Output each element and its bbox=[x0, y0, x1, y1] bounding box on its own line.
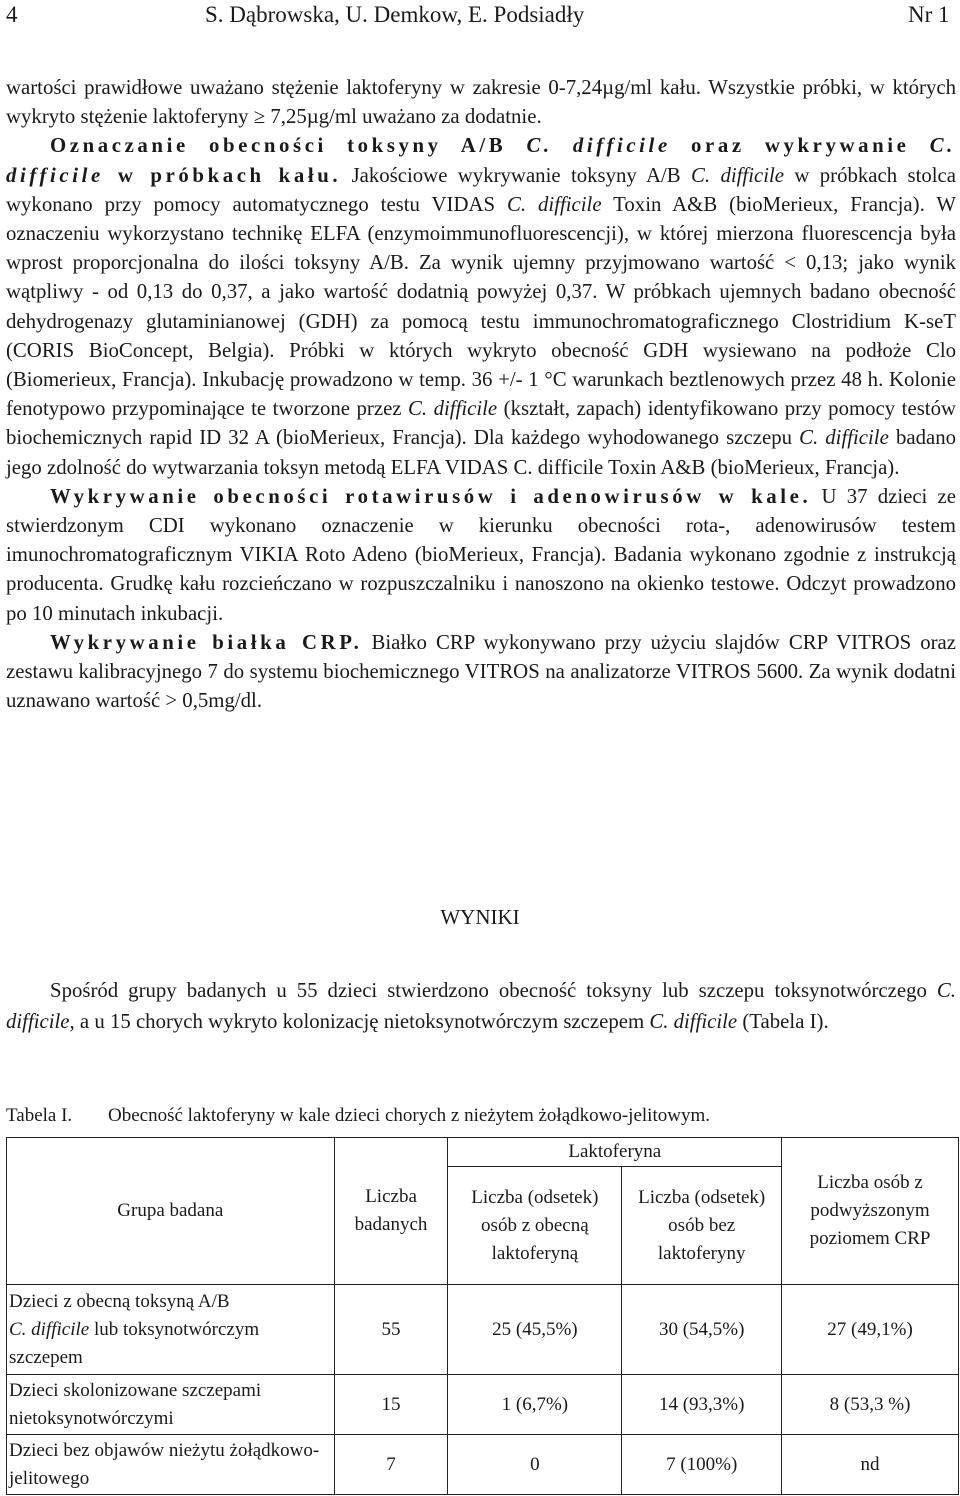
row-group: Dzieci z obecną toksyną A/B C. difficile lub toksynotwórczym szczepem bbox=[7, 1285, 335, 1375]
table-row bbox=[7, 1375, 959, 1435]
cell-crp: 8 (53,3 %) bbox=[782, 1375, 959, 1435]
cell-with-lactoferrin: 0 bbox=[448, 1435, 622, 1495]
results-text bbox=[6, 976, 956, 1037]
paragraph-results: Spośród grupy badanych u 55 dzieci stwierdzono obecność toksyny lub szczepu toksynotwórczego C. difficile, a u 15 chorych wykryto kolonizację nietoksynotwórczym szczepem C. difficile (Tabela I). bbox=[6, 979, 956, 1033]
header-group: Grupa badana bbox=[7, 1138, 335, 1285]
subheading-viruses: Wykrywanie obecności rotawirusów i adenowirusów w kale. bbox=[50, 484, 812, 508]
section-heading-results: WYNIKI bbox=[440, 905, 520, 929]
lactoferrin-table bbox=[6, 1137, 959, 1495]
cell-with-lactoferrin: 1 (6,7%) bbox=[448, 1375, 622, 1435]
row-group: Dzieci skolonizowane szczepami nietoksynotwórczymi bbox=[7, 1375, 335, 1435]
cell-crp: nd bbox=[782, 1435, 959, 1495]
running-head-authors: S. Dąbrowska, U. Demkow, E. Podsiadły bbox=[205, 2, 585, 27]
issue-number: Nr 1 bbox=[908, 2, 950, 27]
cell-count: 15 bbox=[334, 1375, 448, 1435]
cell-count: 7 bbox=[334, 1435, 448, 1495]
header-without-lactoferrin: Liczba (odsetek) osób bez laktoferyny bbox=[622, 1167, 782, 1285]
header-count: Liczba badanych bbox=[334, 1138, 448, 1285]
subheading-toxin: Oznaczanie obecności toksyny A/B C. difficile oraz wykrywanie C. difficile w próbkach kału. bbox=[6, 134, 956, 187]
header-with-lactoferrin: Liczba (odsetek) osób z obecną laktoferyną bbox=[448, 1167, 622, 1285]
page-header bbox=[0, 0, 960, 36]
cell-count: 55 bbox=[334, 1285, 448, 1375]
header-crp: Liczba osób z podwyższonym poziomem CRP bbox=[782, 1138, 959, 1285]
row-group: Dzieci bez objawów nieżytu żołądkowo-jelitowego bbox=[7, 1435, 335, 1495]
paragraph-lactoferrin-norms: wartości prawidłowe uważano stężenie laktoferyny w zakresie 0-7,24µg/ml kału. Wszystkie próbki, w których wykryto stężenie laktoferyny ≥ 7,25µg/ml uważano za dodatnie. bbox=[6, 76, 956, 129]
page-number: 4 bbox=[6, 2, 18, 27]
table-caption-label: Tabela I. bbox=[6, 1105, 73, 1126]
paragraph-toxin-detection: Oznaczanie obecności toksyny A/B C. difficile oraz wykrywanie C. difficile w próbkach kału. Jakościowe wykrywanie toksyny A/B C. difficile w próbkach stolca wykonano przy pomocy automatycznego testu VIDAS C. difficile Toxin A&B (bioMerieux, Francja). W oznaczeniu wykorzystano technikę ELFA (enzymoimmunofluorescencji), w której mierzona fluorescencja była wprost proporcjonalna do ilości toksyny A/B. Za wynik ujemny przyjmowano wartość < 0,13; jako wynik wątpliwy - od 0,13 do 0,37, a jako wartość dodatnią powyżej 0,37. W próbkach ujemnych badano obecność dehydrogenazy glutaminianowej (GDH) za pomocą testu immunochromatograficznego Clostridium K-seT (CORIS BioConcept, Belgia). Próbki w których wykryto obecność GDH wysiewano na podłoże Clo (Biomerieux, Francja). Inkubację prowadzono w temp. 36 +/- 1 °C warunkach beztlenowych przez 48 h. Kolonie fenotypowo przypominające te tworzone przez C. difficile (kształt, zapach) identyfikowano przy pomocy testów biochemicznych rapid ID 32 A (bioMerieux, Francja). Dla każdego wyhodowanego szczepu C. difficile badano jego zdolność do wytwarzania toksyn metodą ELFA VIDAS C. difficile Toxin A&B (bioMerieux, Francja). bbox=[6, 134, 956, 479]
table-row bbox=[7, 1435, 959, 1495]
table-caption-text: Obecność laktoferyny w kale dzieci chorych z nieżytem żołądkowo-jelitowym. bbox=[108, 1105, 710, 1126]
subheading-crp: Wykrywanie białka CRP. bbox=[50, 630, 363, 654]
paragraph-virus-detection: Wykrywanie obecności rotawirusów i adenowirusów w kale. U 37 dzieci ze stwierdzonym CDI wykonano oznaczenie w kierunku obecności rota-, adenowirusów testem imunochromatograficznym VIKIA Roto Adeno (bioMerieux, Francja). Badania wykonano zgodnie z instrukcją producenta. Grudkę kału rozcieńczano w rozpuszczalniku i nanoszono na okienko testowe. Odczyt prowadzono po 10 minutach inkubacji. bbox=[6, 484, 957, 625]
cell-with-lactoferrin: 25 (45,5%) bbox=[448, 1285, 622, 1375]
methods-text bbox=[6, 73, 956, 715]
cell-crp: 27 (49,1%) bbox=[782, 1285, 959, 1375]
paragraph-crp: Wykrywanie białka CRP. Białko CRP wykonywano przy użyciu slajdów CRP VITROS oraz zestawu kalibracyjnego 7 do systemu biochemicznego VITROS na analizatorze VITROS 5600. Za wynik dodatni uznawano wartość > 0,5mg/dl. bbox=[6, 630, 956, 713]
cell-without-lactoferrin: 14 (93,3%) bbox=[622, 1375, 782, 1435]
table-row bbox=[7, 1285, 959, 1375]
header-lactoferrin: Laktoferyna bbox=[448, 1138, 782, 1167]
cell-without-lactoferrin: 7 (100%) bbox=[622, 1435, 782, 1495]
cell-without-lactoferrin: 30 (54,5%) bbox=[622, 1285, 782, 1375]
table-header-row bbox=[7, 1138, 959, 1167]
